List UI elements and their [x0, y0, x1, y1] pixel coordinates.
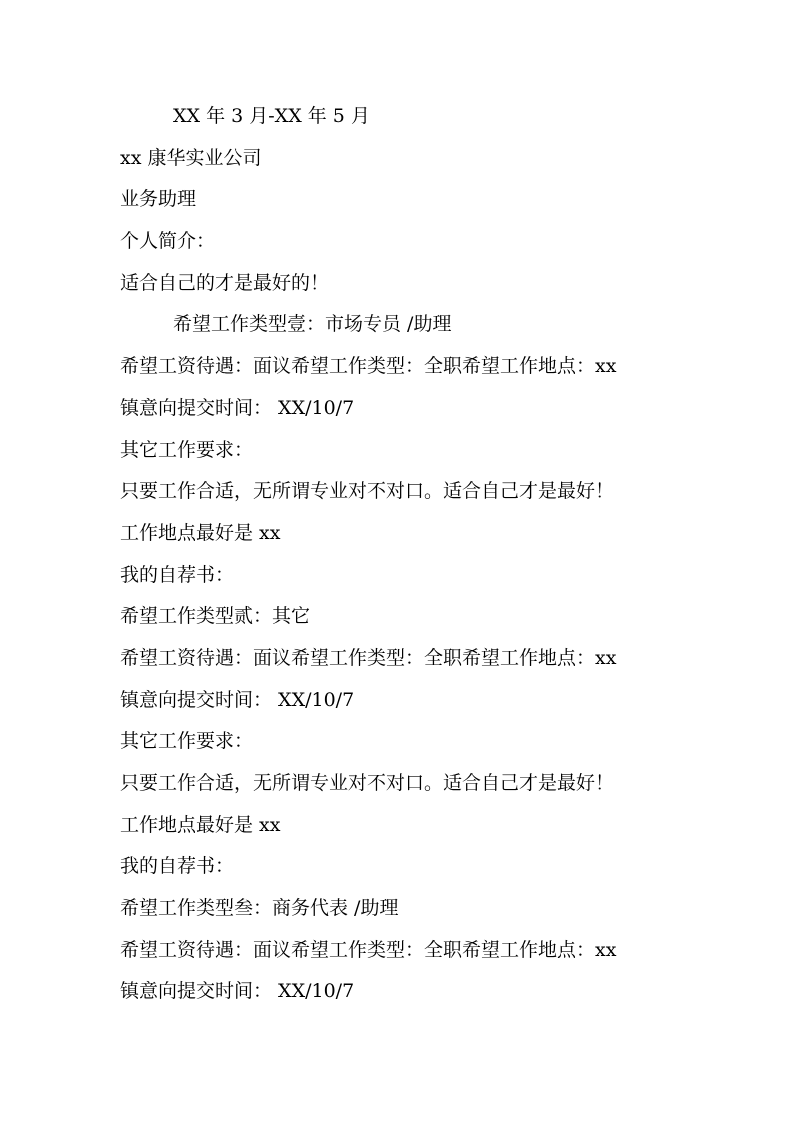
- intention-2-location: 工作地点最好是 xx: [120, 813, 281, 836]
- employment-period: XX 年 3 月-XX 年 5 月: [173, 105, 370, 127]
- intention-2-terms: 希望工资待遇：面议希望工作类型：全职希望工作地点：xx: [120, 646, 617, 669]
- profile-label: 个人简介：: [120, 230, 216, 253]
- intention-1-other-label: 其它工作要求：: [120, 438, 254, 461]
- intention-3-terms: 希望工资待遇：面议希望工作类型：全职希望工作地点：xx: [120, 938, 617, 961]
- intention-1-type: 希望工作类型壹：市场专员 /助理: [173, 313, 452, 336]
- intention-1-submit-time: 镇意向提交时间： XX/10/7: [120, 396, 355, 419]
- intention-3-submit-time: 镇意向提交时间： XX/10/7: [120, 980, 355, 1003]
- intention-2-other-text: 只要工作合适，无所谓专业对不对口。适合自己才是最好！: [120, 772, 615, 794]
- company-name: xx 康华实业公司: [120, 146, 262, 169]
- intention-1-location: 工作地点最好是 xx: [120, 521, 281, 544]
- intention-1-self-recommendation-label: 我的自荐书：: [120, 563, 235, 586]
- intention-2-self-recommendation-label: 我的自荐书：: [120, 855, 235, 878]
- intention-1-other-text: 只要工作合适，无所谓专业对不对口。适合自己才是最好！: [120, 480, 615, 503]
- intention-3-type: 希望工作类型叁：商务代表 /助理: [120, 897, 399, 920]
- intention-2-type: 希望工作类型贰：其它: [120, 605, 311, 628]
- intention-2-other-label: 其它工作要求：: [120, 730, 254, 753]
- position-title: 业务助理: [120, 188, 197, 211]
- profile-text: 适合自己的才是最好的！: [120, 271, 330, 294]
- intention-2-submit-time: 镇意向提交时间： XX/10/7: [120, 688, 355, 711]
- intention-1-terms: 希望工资待遇：面议希望工作类型：全职希望工作地点：xx: [120, 355, 617, 378]
